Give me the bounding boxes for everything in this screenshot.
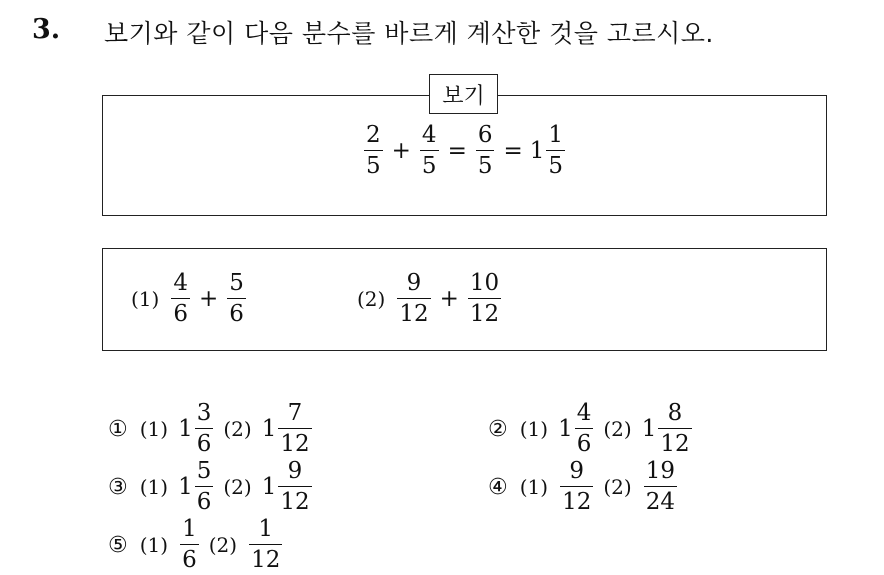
choice-3[interactable] bbox=[108, 460, 314, 514]
denominator: 12 bbox=[278, 486, 311, 514]
choice-marker[interactable]: ① bbox=[108, 416, 128, 442]
numerator: 6 bbox=[477, 122, 493, 148]
fraction bbox=[575, 402, 594, 456]
numerator: 4 bbox=[576, 400, 592, 426]
numerator: 9 bbox=[569, 458, 585, 484]
example-fraction-3 bbox=[476, 124, 495, 178]
numerator: 4 bbox=[421, 122, 437, 148]
choice-marker[interactable]: ④ bbox=[488, 474, 508, 500]
denominator: 5 bbox=[420, 150, 439, 178]
fraction bbox=[278, 460, 311, 514]
example-equation bbox=[362, 124, 567, 178]
denominator: 6 bbox=[227, 298, 246, 326]
example-mixed-fraction bbox=[546, 124, 565, 178]
mixed-whole: 1 bbox=[261, 474, 277, 500]
denominator: 24 bbox=[644, 486, 677, 514]
numerator: 2 bbox=[366, 122, 381, 148]
equals-sign: = bbox=[447, 138, 467, 164]
problem-label: (2) bbox=[357, 287, 386, 311]
numerator: 5 bbox=[229, 270, 244, 296]
part-label: (1) bbox=[139, 475, 169, 499]
mixed-whole: 1 bbox=[178, 416, 193, 442]
denominator: 12 bbox=[468, 298, 501, 326]
example-fraction-2 bbox=[420, 124, 439, 178]
choice-1[interactable] bbox=[108, 402, 314, 456]
denominator: 12 bbox=[658, 428, 691, 456]
example-tag: 보기 bbox=[429, 74, 498, 114]
fraction bbox=[644, 460, 677, 514]
numerator: 1 bbox=[258, 516, 274, 542]
part-label: (1) bbox=[519, 475, 549, 499]
fraction bbox=[468, 272, 501, 326]
numerator: 9 bbox=[287, 458, 303, 484]
numerator: 4 bbox=[173, 270, 188, 296]
numerator: 7 bbox=[287, 400, 303, 426]
choice-4[interactable] bbox=[488, 460, 679, 514]
numerator: 9 bbox=[406, 270, 422, 296]
numerator: 3 bbox=[196, 400, 212, 426]
choice-marker[interactable]: ② bbox=[488, 416, 508, 442]
problem-1 bbox=[131, 272, 248, 326]
problem-2 bbox=[357, 272, 503, 326]
denominator: 5 bbox=[546, 150, 565, 178]
choice-marker[interactable]: ③ bbox=[108, 474, 128, 500]
denominator: 6 bbox=[575, 428, 594, 456]
numerator: 8 bbox=[667, 400, 683, 426]
numerator: 5 bbox=[196, 458, 212, 484]
numerator: 10 bbox=[469, 270, 500, 296]
mixed-whole: 1 bbox=[529, 138, 545, 164]
fraction bbox=[560, 460, 593, 514]
part-label: (2) bbox=[603, 417, 632, 441]
question-number: 3. bbox=[32, 14, 61, 45]
part-label: (2) bbox=[603, 475, 632, 499]
denominator: 12 bbox=[249, 544, 282, 572]
fraction bbox=[278, 402, 311, 456]
plus-sign: + bbox=[391, 138, 411, 164]
equals-sign: = bbox=[503, 138, 523, 164]
part-label: (2) bbox=[223, 475, 252, 499]
fraction bbox=[171, 272, 190, 326]
fraction bbox=[180, 518, 199, 572]
fraction bbox=[658, 402, 691, 456]
question-text: 보기와 같이 다음 분수를 바르게 계산한 것을 고르시오. bbox=[104, 19, 714, 48]
denominator: 6 bbox=[195, 428, 214, 456]
denominator: 6 bbox=[195, 486, 214, 514]
denominator: 12 bbox=[397, 298, 430, 326]
part-label: (1) bbox=[139, 533, 169, 557]
denominator: 6 bbox=[171, 298, 190, 326]
mixed-whole: 1 bbox=[558, 416, 573, 442]
plus-sign: + bbox=[198, 286, 219, 312]
choice-5[interactable] bbox=[108, 518, 284, 572]
mixed-whole: 1 bbox=[261, 416, 277, 442]
choice-marker[interactable]: ⑤ bbox=[108, 532, 128, 558]
numerator: 1 bbox=[182, 516, 197, 542]
denominator: 5 bbox=[476, 150, 495, 178]
fraction bbox=[195, 460, 214, 514]
numerator: 19 bbox=[645, 458, 675, 484]
part-label: (2) bbox=[208, 533, 238, 557]
plus-sign: + bbox=[439, 286, 459, 312]
part-label: (2) bbox=[223, 417, 252, 441]
numerator: 1 bbox=[548, 122, 564, 148]
fraction bbox=[227, 272, 246, 326]
choice-2[interactable] bbox=[488, 402, 694, 456]
fraction bbox=[195, 402, 214, 456]
part-label: (1) bbox=[519, 417, 549, 441]
example-fraction-1 bbox=[364, 124, 383, 178]
part-label: (1) bbox=[139, 417, 169, 441]
denominator: 6 bbox=[180, 544, 199, 572]
mixed-whole: 1 bbox=[178, 474, 193, 500]
problem-label: (1) bbox=[131, 287, 160, 311]
denominator: 5 bbox=[364, 150, 383, 178]
fraction bbox=[249, 518, 282, 572]
denominator: 12 bbox=[560, 486, 593, 514]
fraction bbox=[397, 272, 430, 326]
mixed-whole: 1 bbox=[641, 416, 657, 442]
denominator: 12 bbox=[278, 428, 311, 456]
